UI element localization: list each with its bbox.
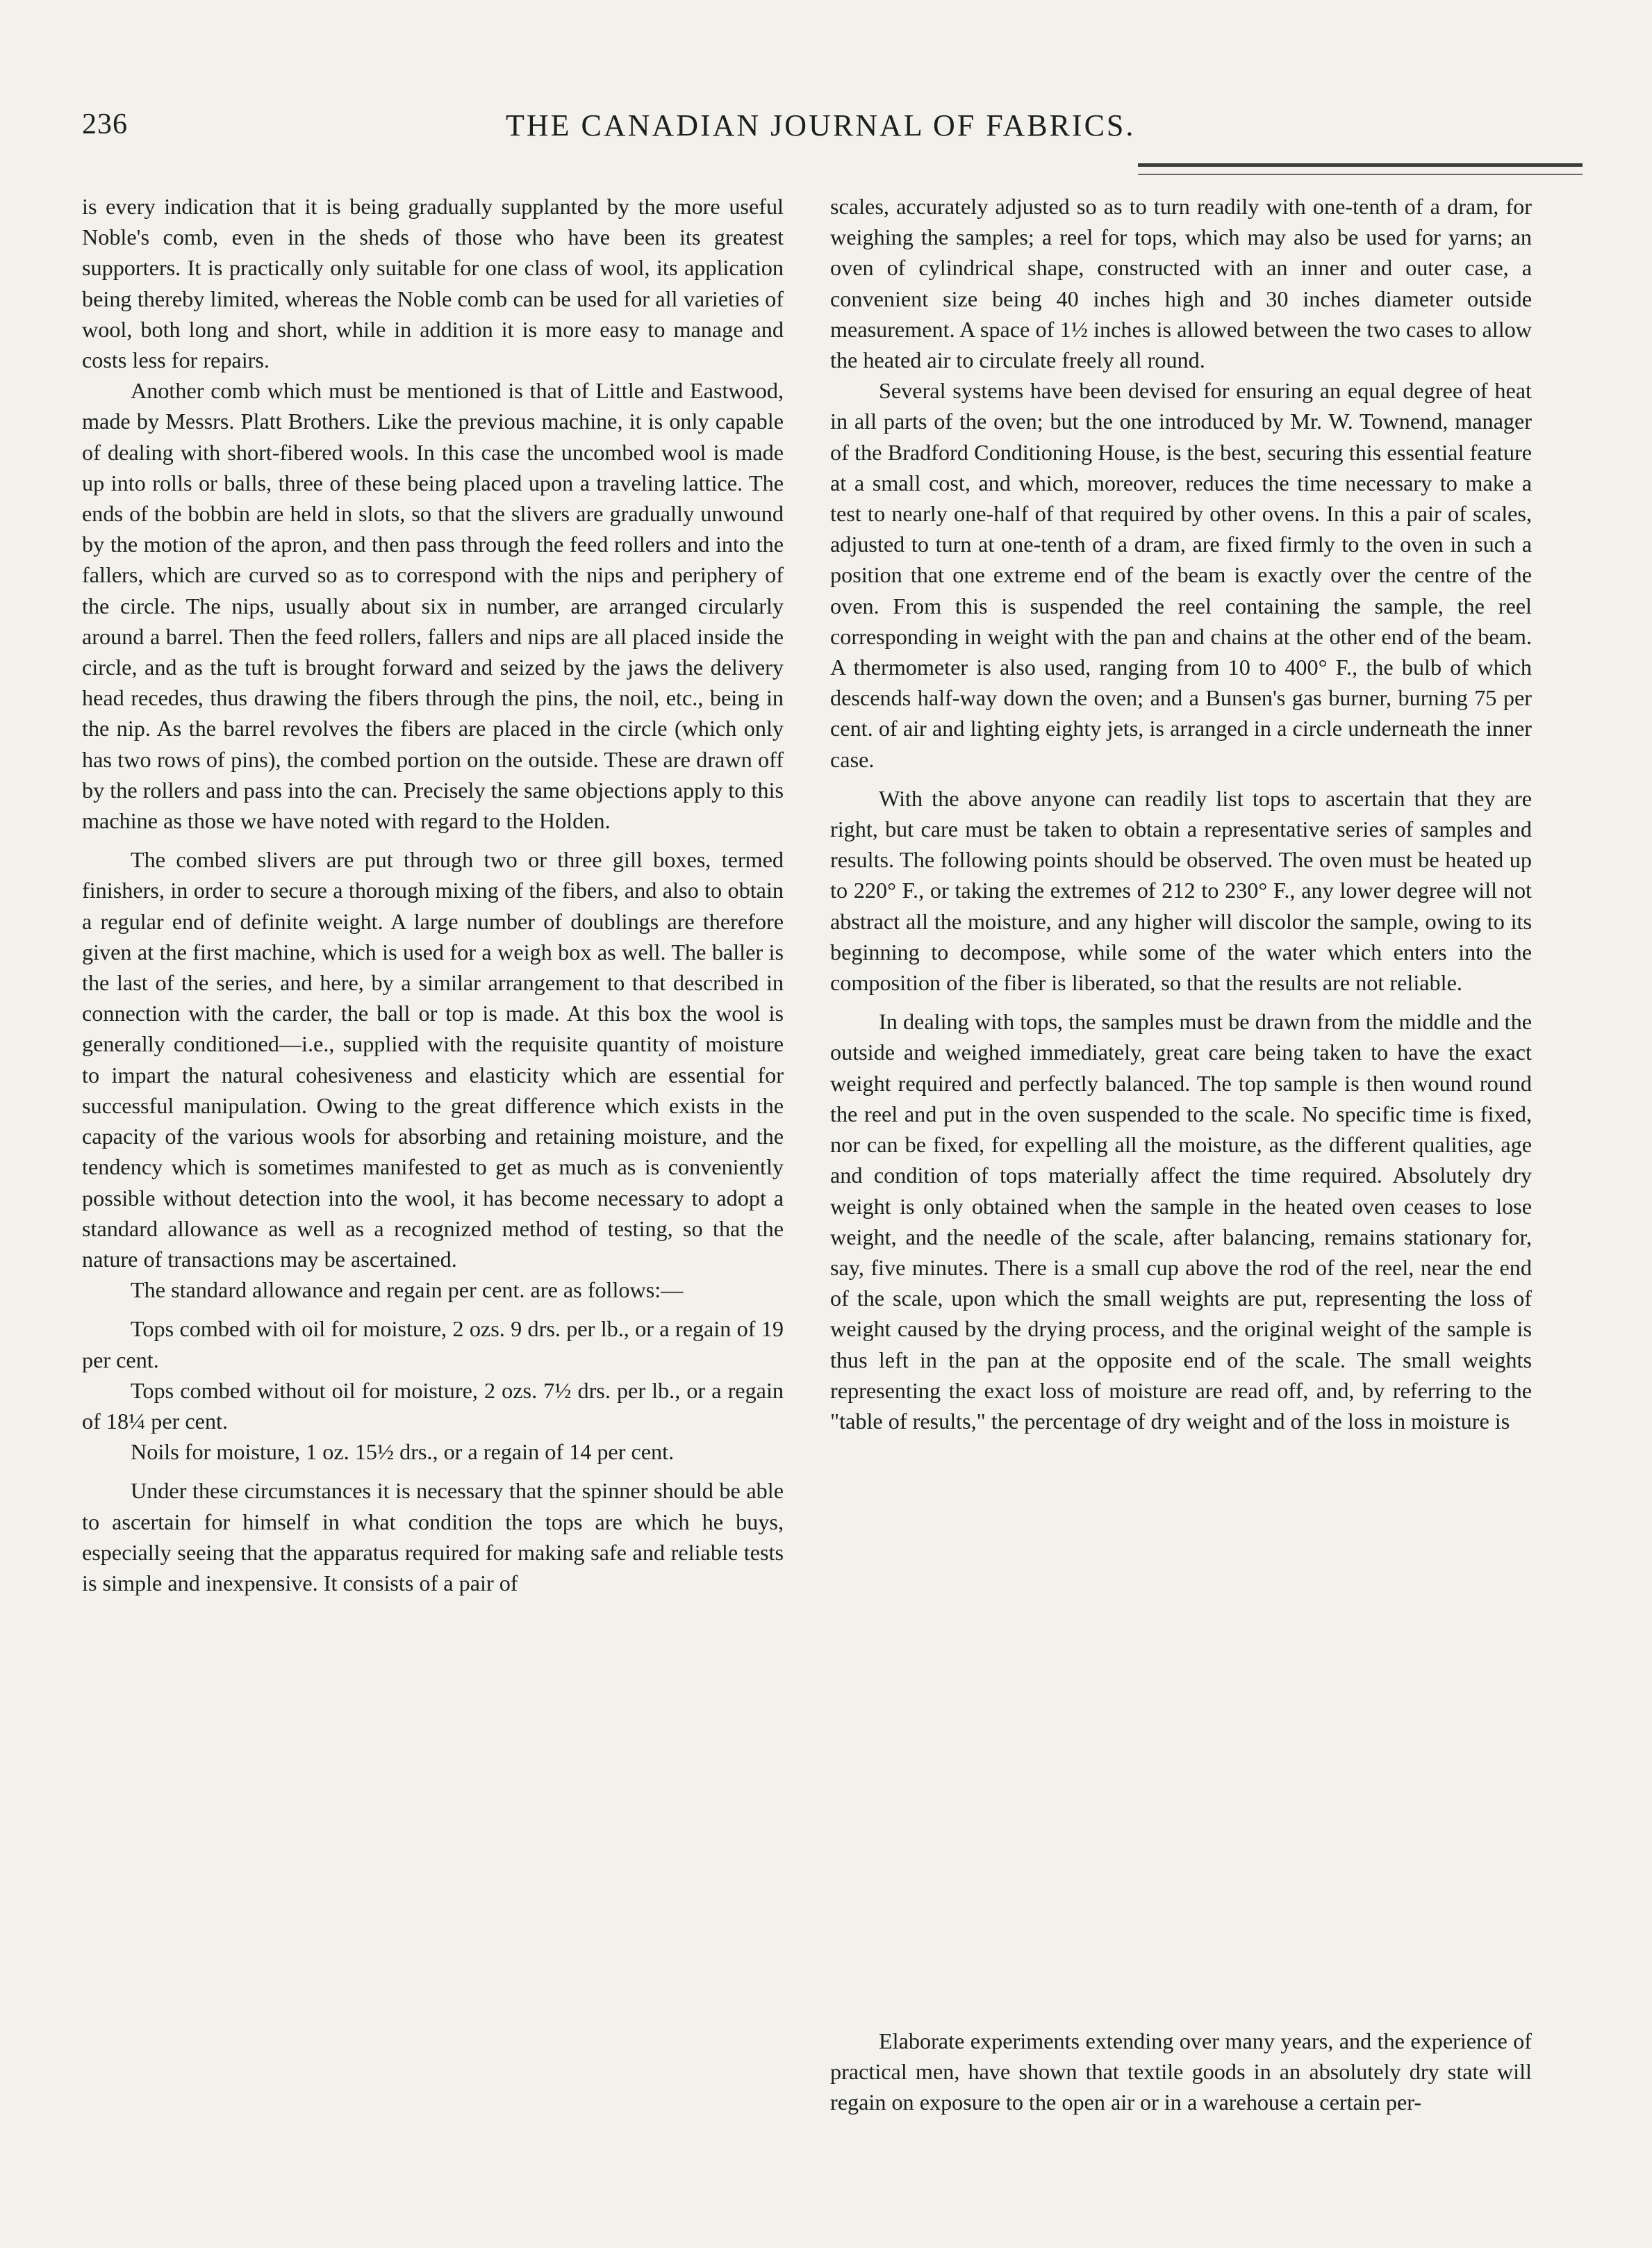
paragraph: Another comb which must be mentioned is that of Little and Eastwood, made by Messrs. Platt Brothers. Like the previous machine, it is only capable of dealing with short-fibered wools. In this case the uncombed wool is made up into rolls or balls, three of these being placed upon a traveling lattice. The ends of the bobbin are held in slots, so that the slivers are gradually unwound by the motion of the apron, and then pass through the feed rollers and into the fallers, which are curved so as to correspond with the nips and periphery of the circle. The nips, usually about six in number, are arranged circularly around a barrel. Then the feed rollers, fallers and nips are all placed inside the circle, and as the tuft is brought forward and seized by the jaws the delivery head recedes, thus drawing the fibers through the pins, the noil, etc., being in the nip. As the barrel revolves the fibers are placed in the circle (which only has two rows of pins), the combed portion on the outside. These are drawn off by the rollers and pass into the can. Precisely the same objections apply to this machine as those we have noted with regard to the Holden. — [82, 378, 784, 834]
journal-title: THE CANADIAN JOURNAL OF FABRICS. — [506, 108, 1136, 142]
paragraph: The combed slivers are put through two or three gill boxes, termed finishers, in order to secure a thorough mixing of the fibers, and also to obtain a regular end of definite weight. A large number of doublings are therefore given at the first machine, which is used for a weigh box as well. The baller is the last of the series, and here, by a similar arrangement to that described in connection with the carder, the ball or top is made. At this box the wool is generally conditioned—i.e., supplied with the requisite quantity of moisture to impart the natural cohesiveness and elasticity which are essential for successful manipulation. Owing to the great difference which exists in the capacity of the various wools for absorbing and retaining moisture, and the tendency which is sometimes manifested to get as much as is conveniently possible without detection into the wool, it has become necessary to adopt a standard allowance as well as a recognized method of testing, so that the nature of transactions may be ascertained. — [82, 847, 784, 1272]
paragraph: Tops combed without oil for moisture, 2 ozs. 7½ drs. per lb., or a regain of 18¼ per cent. — [82, 1377, 784, 1434]
page-number: 236 — [82, 108, 128, 140]
header-rule — [1138, 163, 1583, 175]
paragraph: The standard allowance and regain per cent. are as follows:— — [131, 1277, 684, 1303]
paragraph: With the above anyone can readily list tops to ascertain that they are right, but care must be taken to obtain a representative series of samples and results. The following points should be observed. The oven must be heated up to 220° F., or taking the extremes of 212 to 230° F., any lower degree will not abstract all the moisture, and any higher will discolor the sample, owing to its beginning to decompose, while some of the water which enters into the composition of the fiber is liberated, so that the results are not reliable. — [830, 785, 1532, 996]
paragraph: Several systems have been devised for ensuring an equal degree of heat in all parts of the oven; but the one introduced by Mr. W. Townend, manager of the Bradford Conditioning House, is the best, securing this essential feature at a small cost, and which, moreover, reduces the time necessary to make a test to nearly one-half of that required by other ovens. In this a pair of scales, adjusted to turn at one-tenth of a dram, are fixed firmly to the oven in such a position that one extreme end of the beam is exactly over the centre of the oven. From this is suspended the reel containing the sample, the reel corresponding in weight with the pan and chains at the other end of the beam. A thermometer is also used, ranging from 10 to 400° F., the bulb of which descends half-way down the oven; and a Bunsen's gas burner, burning 75 per cent. of air and lighting eighty jets, is arranged in a circle underneath the inner case. — [830, 378, 1532, 772]
right-column — [830, 191, 1532, 2115]
page-header — [82, 108, 1555, 163]
paragraph: Elaborate experiments extending over many years, and the experience of practical men, have shown that textile goods in an absolutely dry state will regain on exposure to the open air or in a warehouse a certain per- — [830, 2028, 1532, 2115]
left-column — [82, 191, 784, 1598]
paragraph: Tops combed with oil for moisture, 2 ozs. 9 drs. per lb., or a regain of 19 per cent. — [82, 1316, 784, 1372]
continuation-block — [830, 2026, 1532, 2118]
paragraph: In dealing with tops, the samples must be drawn from the middle and the outside and weighed immediately, great care being taken to have the exact weight required and perfectly balanced. The top sample is then wound round the reel and put in the oven suspended to the scale. No specific time is fixed, nor can be fixed, for expelling all the moisture, as the different qualities, age and condition of tops materially affect the time required. Absolutely dry weight is only obtained when the sample in the heated oven ceases to lose weight, and the needle of the scale, after balancing, remains stationary for, say, five minutes. There is a small cup above the rod of the reel, near the end of the scale, upon which the small weights are put, representing the loss of weight caused by the drying process, and the original weight of the sample is thus left in the pan at the opposite end of the scale. The small weights representing the exact loss of moisture are read off, and, by referring to the "table of results," the percentage of dry weight and of the loss in moisture is — [830, 1009, 1532, 1434]
paragraph: Noils for moisture, 1 oz. 15½ drs., or a regain of 14 per cent. — [131, 1439, 675, 1465]
paragraph: is every indication that it is being gradually supplanted by the more useful Noble's comb, even in the sheds of those who have been its greatest supporters. It is practically only suitable for one class of wool, its application being thereby limited, whereas the Noble comb can be used for all varieties of wool, both long and short, while in addition it is more easy to manage and costs less for repairs. — [82, 194, 784, 373]
paragraph: scales, accurately adjusted so as to turn readily with one-tenth of a dram, for weighing the samples; a reel for tops, which may also be used for yarns; an oven of cylindrical shape, constructed with an inner and outer case, a convenient size being 40 inches high and 30 inches diameter outside measurement. A space of 1½ inches is allowed between the two cases to allow the heated air to circulate freely all round. — [830, 194, 1532, 373]
paragraph: Under these circumstances it is necessary that the spinner should be able to ascertain for himself in what condition the tops are which he buys, especially seeing that the apparatus required for making safe and reliable tests is simple and inexpensive. It consists of a pair of — [82, 1478, 784, 1595]
